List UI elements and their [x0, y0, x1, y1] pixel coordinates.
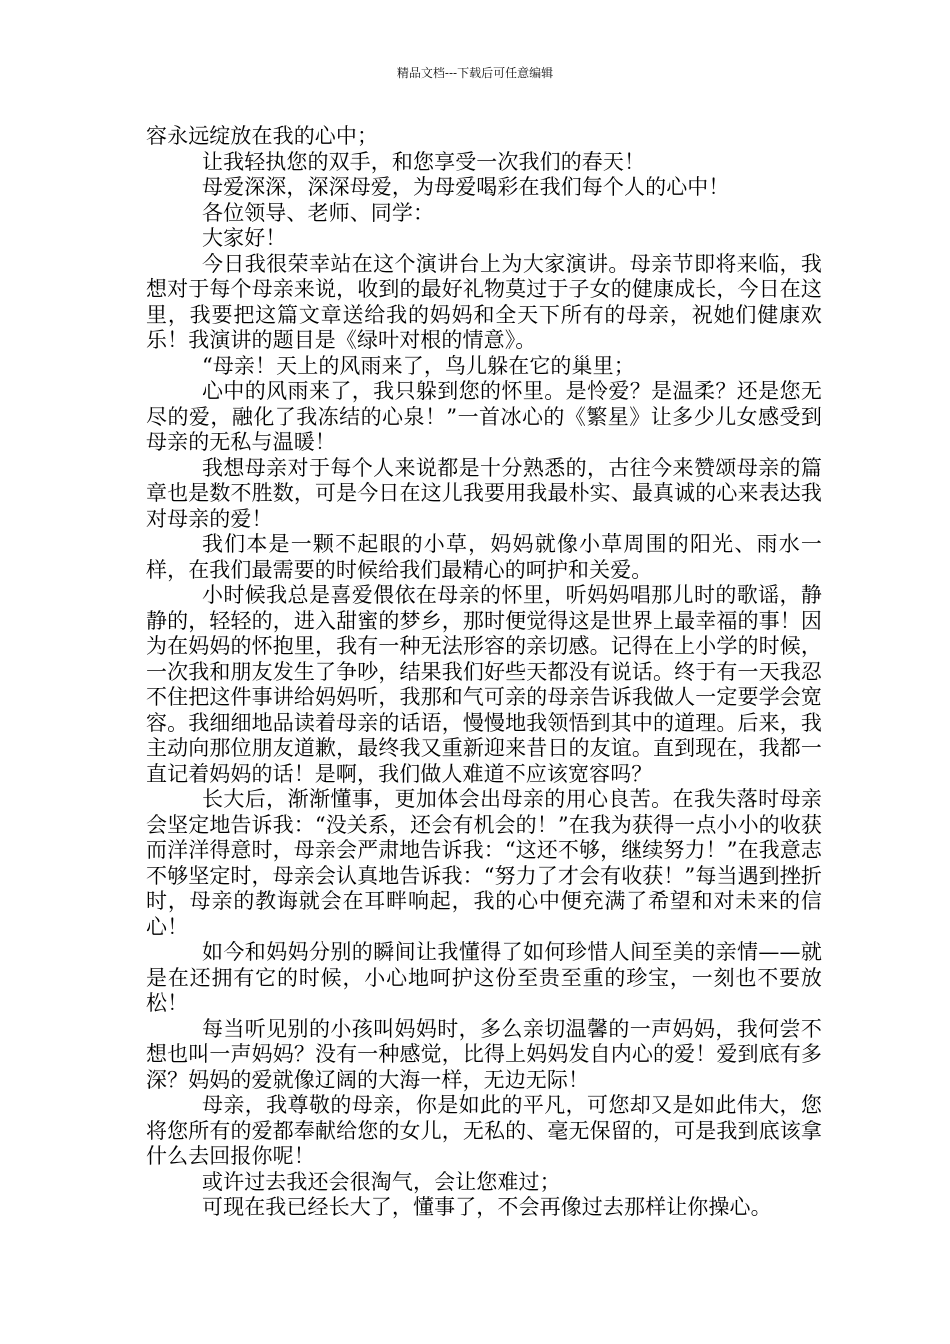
- paragraph: 每当听见别的小孩叫妈妈时，多么亲切温馨的一声妈妈，我何尝不想也叫一声妈妈？没有一种感觉，比得上妈妈发自内心的爱！爱到底有多深？妈妈的爱就像辽阔的大海一样，无边无际！: [146, 1016, 822, 1092]
- paragraph: 母亲，我尊敬的母亲，你是如此的平凡，可您却又是如此伟大，您将您所有的爱都奉献给您的女儿，无私的、毫无保留的，可是我到底该拿什么去回报你呢！: [146, 1093, 822, 1168]
- page-header: 精品文档---下载后可任意编辑: [396, 66, 554, 80]
- paragraph: 小时候我总是喜爱偎依在母亲的怀里，听妈妈唱那儿时的歌谣，静静的，轻轻的，进入甜蜜的梦乡，那时便觉得这是世界上最幸福的事！因为在妈妈的怀抱里，我有一种无法形容的亲切感。记得在上小学的时候，一次我和朋友发生了争吵，结果我们好些天都没有说话。终于有一天我忍不住把这件事讲给妈妈听，我那和气可亲的母亲告诉我做人一定要学会宽容。我细细地品读着母亲的话语，慢慢地我领悟到其中的道理。后来，我主动向那位朋友道歉，最终我又重新迎来昔日的友谊。直到现在，我都一直记着妈妈的话！是啊，我们做人难道不应该宽容吗？: [146, 583, 822, 786]
- paragraph: 心中的风雨来了，我只躲到您的怀里。是怜爱？是温柔？还是您无尽的爱，融化了我冻结的心泉！”一首冰心的《繁星》让多少儿女感受到母亲的无私与温暖！: [146, 379, 822, 454]
- paragraph: 或许过去我还会很淘气，会让您难过；: [202, 1169, 561, 1194]
- paragraph: 母爱深深，深深母爱，为母爱喝彩在我们每个人的心中！: [202, 175, 730, 199]
- paragraph: 我想母亲对于每个人来说都是十分熟悉的，古往今来赞颂母亲的篇章也是数不胜数，可是今日在这儿我要用我最朴实、最真诚的心来表达我对母亲的爱！: [146, 455, 822, 531]
- paragraph: 让我轻执您的双手，和您享受一次我们的春天！: [202, 149, 646, 174]
- paragraph: 长大后，渐渐懂事，更加体会出母亲的用心良苦。在我失落时母亲会坚定地告诉我：“没关系，还会有机会的！”在我为获得一点小小的收获而洋洋得意时，母亲会严肃地告诉我：“这还不够，继续努力！”在我意志不够坚定时，母亲会认真地告诉我：“努力了才会有收获！”每当遇到挫折时，母亲的教诲就会在耳畔响起，我的心中便充满了希望和对未来的信心！: [146, 787, 822, 939]
- greeting-line: 大家好！: [202, 226, 287, 250]
- paragraph: 如今和妈妈分别的瞬间让我懂得了如何珍惜人间至美的亲情——就是在还拥有它的时候，小心地呵护这份至贵至重的珍宝，一刻也不要放松！: [146, 940, 822, 1015]
- paragraph: 今日我很荣幸站在这个演讲台上为大家演讲。母亲节即将来临，我想对于每个母亲来说，收到的最好礼物莫过于子女的健康成长，今日在这里，我要把这篇文章送给我的妈妈和全天下所有的母亲，祝她们健康欢乐！我演讲的题目是《绿叶对根的情意》。: [146, 251, 822, 352]
- document-body: [146, 124, 822, 1221]
- paragraph: “母亲！天上的风雨来了，鸟儿躲在它的巢里；: [202, 353, 635, 378]
- paragraph: 容永远绽放在我的心中；: [146, 124, 379, 148]
- paragraph: 可现在我已经长大了，懂事了，不会再像过去那样让你操心。: [202, 1195, 772, 1219]
- paragraph: 我们本是一颗不起眼的小草，妈妈就像小草周围的阳光、雨水一样，在我们最需要的时候给我们最精心的呵护和关爱。: [146, 532, 822, 582]
- greeting-line: 各位领导、老师、同学：: [202, 200, 435, 225]
